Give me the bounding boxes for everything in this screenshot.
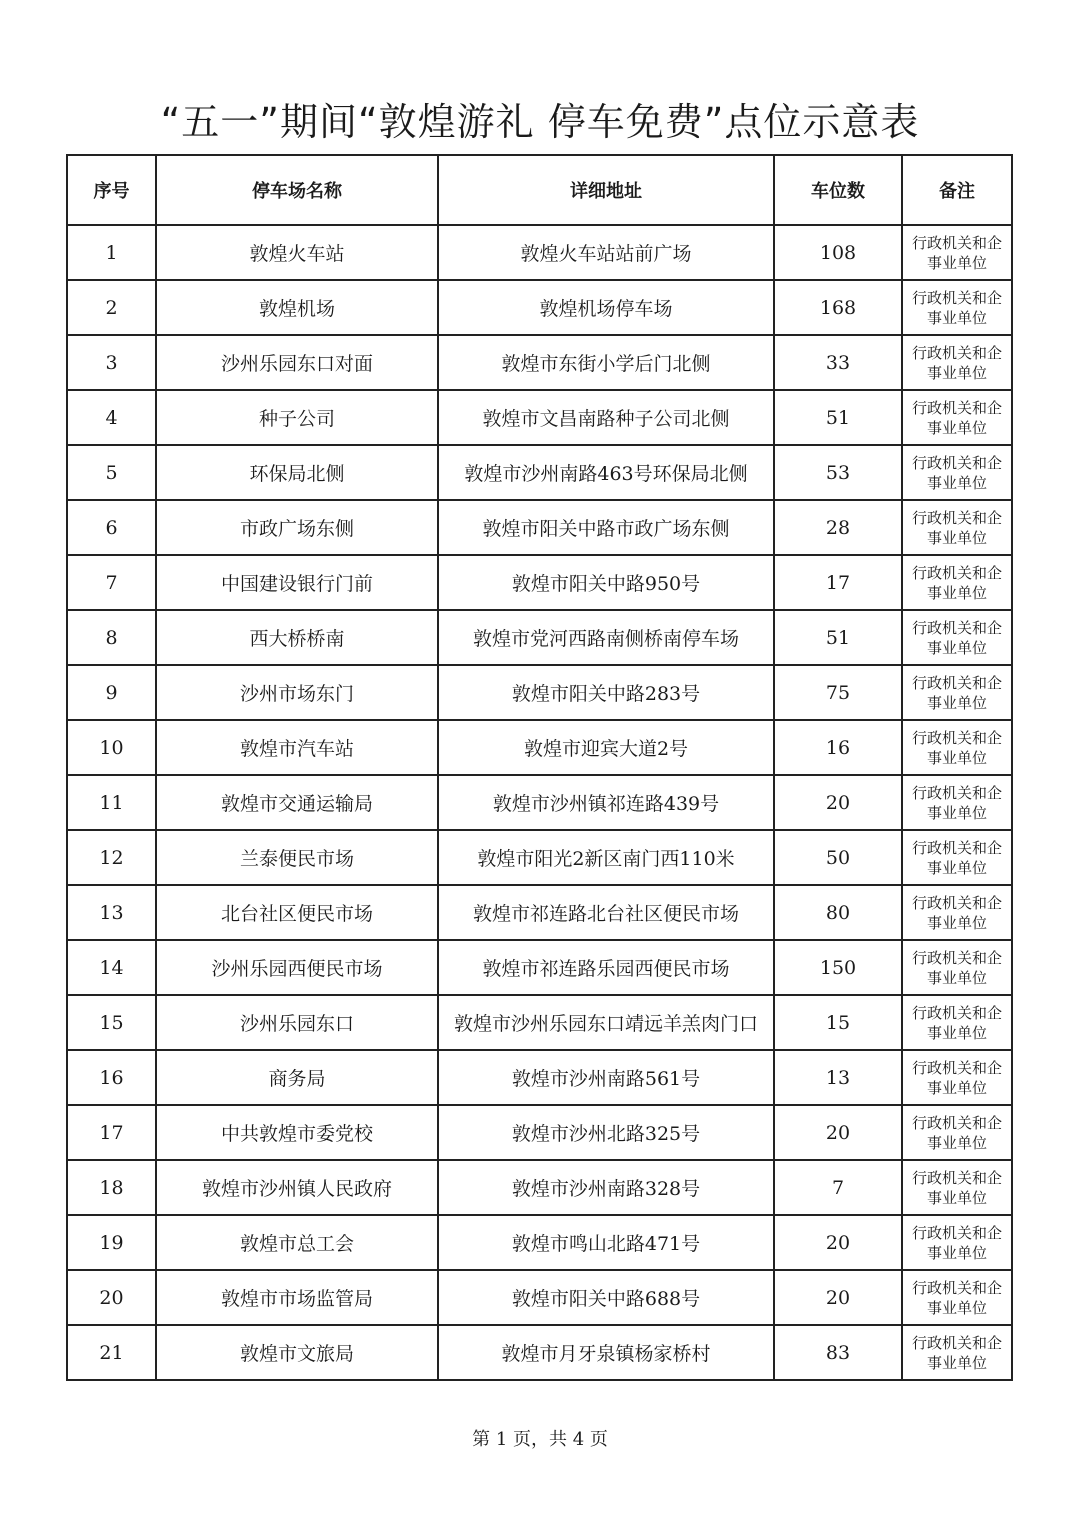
note-line: 事业单位 bbox=[926, 1078, 987, 1097]
table-row bbox=[67, 830, 1012, 885]
cell-name: 中国建设银行门前 bbox=[156, 555, 438, 610]
note-line: 行政机关和企 bbox=[911, 563, 1002, 582]
cell-note bbox=[902, 225, 1012, 280]
cell-address: 敦煌市阳光2新区南门西110米 bbox=[438, 830, 774, 885]
cell-note bbox=[902, 1270, 1012, 1325]
cell-address: 敦煌市月牙泉镇杨家桥村 bbox=[438, 1325, 774, 1380]
cell-note bbox=[902, 665, 1012, 720]
table-row bbox=[67, 1160, 1012, 1215]
cell-index: 5 bbox=[67, 445, 156, 500]
cell-note bbox=[902, 885, 1012, 940]
note-line: 事业单位 bbox=[926, 1133, 987, 1152]
cell-index: 13 bbox=[67, 885, 156, 940]
note-line: 事业单位 bbox=[926, 748, 987, 767]
note-line: 事业单位 bbox=[926, 308, 987, 327]
table-row bbox=[67, 940, 1012, 995]
note-line: 事业单位 bbox=[926, 968, 987, 987]
cell-address: 敦煌市阳关中路283号 bbox=[438, 665, 774, 720]
cell-address: 敦煌市沙州镇祁连路439号 bbox=[438, 775, 774, 830]
note-line: 行政机关和企 bbox=[911, 1223, 1002, 1242]
note-line: 行政机关和企 bbox=[911, 453, 1002, 472]
cell-address: 敦煌市沙州南路328号 bbox=[438, 1160, 774, 1215]
note-line: 行政机关和企 bbox=[911, 1333, 1002, 1352]
cell-spaces: 108 bbox=[774, 225, 902, 280]
note-line: 事业单位 bbox=[926, 858, 987, 877]
header-index: 序号 bbox=[67, 155, 156, 225]
cell-address: 敦煌市阳关中路950号 bbox=[438, 555, 774, 610]
cell-index: 21 bbox=[67, 1325, 156, 1380]
note-line: 事业单位 bbox=[926, 473, 987, 492]
cell-index: 8 bbox=[67, 610, 156, 665]
cell-spaces: 20 bbox=[774, 775, 902, 830]
cell-note bbox=[902, 940, 1012, 995]
cell-spaces: 16 bbox=[774, 720, 902, 775]
cell-name: 沙州乐园东口 bbox=[156, 995, 438, 1050]
cell-address: 敦煌市迎宾大道2号 bbox=[438, 720, 774, 775]
cell-spaces: 168 bbox=[774, 280, 902, 335]
table-row bbox=[67, 665, 1012, 720]
note-line: 事业单位 bbox=[926, 1353, 987, 1372]
table-row bbox=[67, 225, 1012, 280]
cell-name: 商务局 bbox=[156, 1050, 438, 1105]
note-line: 行政机关和企 bbox=[911, 618, 1002, 637]
table-header-row bbox=[67, 155, 1012, 225]
table-row bbox=[67, 500, 1012, 555]
cell-spaces: 51 bbox=[774, 390, 902, 445]
cell-name: 沙州乐园东口对面 bbox=[156, 335, 438, 390]
cell-address: 敦煌市沙州南路463号环保局北侧 bbox=[438, 445, 774, 500]
cell-index: 4 bbox=[67, 390, 156, 445]
note-line: 事业单位 bbox=[926, 913, 987, 932]
cell-spaces: 51 bbox=[774, 610, 902, 665]
table-row bbox=[67, 335, 1012, 390]
cell-index: 18 bbox=[67, 1160, 156, 1215]
cell-index: 6 bbox=[67, 500, 156, 555]
cell-address: 敦煌市阳关中路市政广场东侧 bbox=[438, 500, 774, 555]
cell-note bbox=[902, 1160, 1012, 1215]
note-line: 行政机关和企 bbox=[911, 398, 1002, 417]
page-title: “五一”期间“敦煌游礼 停车免费”点位示意表 bbox=[160, 100, 920, 144]
cell-name: 敦煌机场 bbox=[156, 280, 438, 335]
table-row bbox=[67, 720, 1012, 775]
cell-note bbox=[902, 830, 1012, 885]
cell-name: 敦煌市文旅局 bbox=[156, 1325, 438, 1380]
header-note: 备注 bbox=[902, 155, 1012, 225]
cell-note bbox=[902, 555, 1012, 610]
table-row bbox=[67, 1050, 1012, 1105]
cell-index: 20 bbox=[67, 1270, 156, 1325]
cell-index: 15 bbox=[67, 995, 156, 1050]
cell-note bbox=[902, 500, 1012, 555]
cell-spaces: 17 bbox=[774, 555, 902, 610]
note-line: 行政机关和企 bbox=[911, 1113, 1002, 1132]
note-line: 行政机关和企 bbox=[911, 1058, 1002, 1077]
cell-name: 沙州市场东门 bbox=[156, 665, 438, 720]
cell-spaces: 33 bbox=[774, 335, 902, 390]
header-name: 停车场名称 bbox=[156, 155, 438, 225]
note-line: 行政机关和企 bbox=[911, 1003, 1002, 1022]
cell-name: 敦煌市交通运输局 bbox=[156, 775, 438, 830]
cell-note bbox=[902, 280, 1012, 335]
cell-name: 西大桥桥南 bbox=[156, 610, 438, 665]
note-line: 行政机关和企 bbox=[911, 673, 1002, 692]
cell-index: 1 bbox=[67, 225, 156, 280]
cell-index: 16 bbox=[67, 1050, 156, 1105]
cell-spaces: 20 bbox=[774, 1215, 902, 1270]
cell-name: 敦煌市总工会 bbox=[156, 1215, 438, 1270]
cell-name: 市政广场东侧 bbox=[156, 500, 438, 555]
note-line: 事业单位 bbox=[926, 803, 987, 822]
note-line: 行政机关和企 bbox=[911, 783, 1002, 802]
parking-table bbox=[66, 154, 1013, 1381]
cell-name: 敦煌市市场监管局 bbox=[156, 1270, 438, 1325]
note-line: 行政机关和企 bbox=[911, 1278, 1002, 1297]
note-line: 行政机关和企 bbox=[911, 508, 1002, 527]
cell-name: 种子公司 bbox=[156, 390, 438, 445]
note-line: 行政机关和企 bbox=[911, 233, 1002, 252]
table-row bbox=[67, 610, 1012, 665]
cell-note bbox=[902, 1105, 1012, 1160]
note-line: 行政机关和企 bbox=[911, 343, 1002, 362]
cell-name: 敦煌火车站 bbox=[156, 225, 438, 280]
cell-address: 敦煌市沙州南路561号 bbox=[438, 1050, 774, 1105]
note-line: 行政机关和企 bbox=[911, 838, 1002, 857]
cell-spaces: 53 bbox=[774, 445, 902, 500]
cell-spaces: 83 bbox=[774, 1325, 902, 1380]
note-line: 事业单位 bbox=[926, 418, 987, 437]
cell-name: 北台社区便民市场 bbox=[156, 885, 438, 940]
cell-address: 敦煌市东街小学后门北侧 bbox=[438, 335, 774, 390]
cell-name: 敦煌市汽车站 bbox=[156, 720, 438, 775]
cell-spaces: 15 bbox=[774, 995, 902, 1050]
note-line: 事业单位 bbox=[926, 583, 987, 602]
cell-note bbox=[902, 775, 1012, 830]
note-line: 事业单位 bbox=[926, 1023, 987, 1042]
table-row bbox=[67, 1215, 1012, 1270]
table-row bbox=[67, 1105, 1012, 1160]
cell-note bbox=[902, 445, 1012, 500]
cell-note bbox=[902, 610, 1012, 665]
table-body bbox=[67, 225, 1012, 1380]
cell-note bbox=[902, 995, 1012, 1050]
cell-index: 7 bbox=[67, 555, 156, 610]
table-row bbox=[67, 1325, 1012, 1380]
cell-spaces: 20 bbox=[774, 1105, 902, 1160]
table-row bbox=[67, 995, 1012, 1050]
cell-index: 10 bbox=[67, 720, 156, 775]
cell-spaces: 50 bbox=[774, 830, 902, 885]
note-line: 事业单位 bbox=[926, 528, 987, 547]
cell-name: 兰泰便民市场 bbox=[156, 830, 438, 885]
cell-address: 敦煌市阳关中路688号 bbox=[438, 1270, 774, 1325]
cell-index: 17 bbox=[67, 1105, 156, 1160]
cell-index: 19 bbox=[67, 1215, 156, 1270]
cell-name: 敦煌市沙州镇人民政府 bbox=[156, 1160, 438, 1215]
cell-address: 敦煌市鸣山北路471号 bbox=[438, 1215, 774, 1270]
note-line: 行政机关和企 bbox=[911, 893, 1002, 912]
cell-spaces: 20 bbox=[774, 1270, 902, 1325]
page-footer: 第 1 页，共 4 页 bbox=[472, 1429, 608, 1450]
cell-name: 环保局北侧 bbox=[156, 445, 438, 500]
cell-name: 中共敦煌市委党校 bbox=[156, 1105, 438, 1160]
cell-address: 敦煌市祁连路北台社区便民市场 bbox=[438, 885, 774, 940]
cell-spaces: 13 bbox=[774, 1050, 902, 1105]
note-line: 事业单位 bbox=[926, 253, 987, 272]
table-row bbox=[67, 280, 1012, 335]
cell-note bbox=[902, 1325, 1012, 1380]
cell-index: 2 bbox=[67, 280, 156, 335]
table-row bbox=[67, 1270, 1012, 1325]
cell-address: 敦煌市沙州北路325号 bbox=[438, 1105, 774, 1160]
note-line: 事业单位 bbox=[926, 1243, 987, 1262]
cell-spaces: 7 bbox=[774, 1160, 902, 1215]
note-line: 事业单位 bbox=[926, 1188, 987, 1207]
table-row bbox=[67, 445, 1012, 500]
cell-name: 沙州乐园西便民市场 bbox=[156, 940, 438, 995]
note-line: 行政机关和企 bbox=[911, 1168, 1002, 1187]
cell-address: 敦煌市祁连路乐园西便民市场 bbox=[438, 940, 774, 995]
cell-address: 敦煌市沙州乐园东口靖远羊羔肉门口 bbox=[438, 995, 774, 1050]
note-line: 事业单位 bbox=[926, 638, 987, 657]
note-line: 事业单位 bbox=[926, 363, 987, 382]
cell-spaces: 80 bbox=[774, 885, 902, 940]
note-line: 事业单位 bbox=[926, 1298, 987, 1317]
note-line: 行政机关和企 bbox=[911, 728, 1002, 747]
note-line: 事业单位 bbox=[926, 693, 987, 712]
header-address: 详细地址 bbox=[438, 155, 774, 225]
cell-index: 14 bbox=[67, 940, 156, 995]
cell-note bbox=[902, 1215, 1012, 1270]
note-line: 行政机关和企 bbox=[911, 948, 1002, 967]
cell-index: 11 bbox=[67, 775, 156, 830]
cell-spaces: 150 bbox=[774, 940, 902, 995]
cell-address: 敦煌市文昌南路种子公司北侧 bbox=[438, 390, 774, 445]
cell-index: 3 bbox=[67, 335, 156, 390]
cell-note bbox=[902, 720, 1012, 775]
table-row bbox=[67, 555, 1012, 610]
cell-note bbox=[902, 390, 1012, 445]
header-spaces: 车位数 bbox=[774, 155, 902, 225]
cell-spaces: 28 bbox=[774, 500, 902, 555]
cell-spaces: 75 bbox=[774, 665, 902, 720]
cell-note bbox=[902, 335, 1012, 390]
cell-address: 敦煌机场停车场 bbox=[438, 280, 774, 335]
table-row bbox=[67, 885, 1012, 940]
note-line: 行政机关和企 bbox=[911, 288, 1002, 307]
cell-index: 9 bbox=[67, 665, 156, 720]
table-row bbox=[67, 390, 1012, 445]
cell-note bbox=[902, 1050, 1012, 1105]
cell-address: 敦煌火车站站前广场 bbox=[438, 225, 774, 280]
table-row bbox=[67, 775, 1012, 830]
cell-address: 敦煌市党河西路南侧桥南停车场 bbox=[438, 610, 774, 665]
cell-index: 12 bbox=[67, 830, 156, 885]
